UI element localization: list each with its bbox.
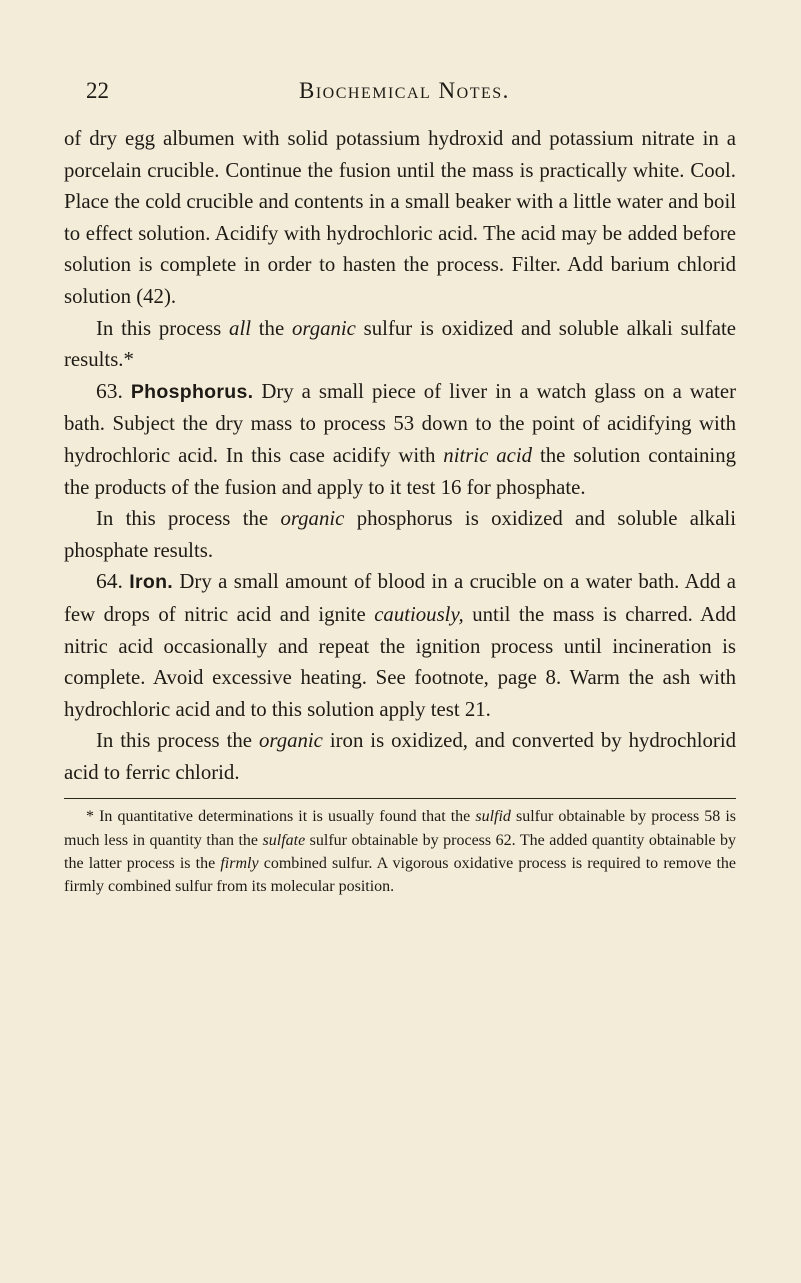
page-number: 22	[86, 78, 109, 103]
text-run: Dry a small amount of blood in a crucible on a water bath. Add a few drops of nitric acid and ignite	[64, 570, 737, 626]
running-head	[64, 78, 736, 112]
text-run: combined sulfur. A vigorous oxidative process is required to remove the firmly combined sulfur from its molecular position.	[64, 854, 736, 896]
text-run: In this process the	[96, 507, 281, 531]
emphasis: organic	[258, 729, 323, 753]
paragraph-iron	[64, 566, 736, 725]
text-run: iron is oxidized, and converted by hydrochlorid acid to ferric chlorid.	[64, 729, 736, 784]
emphasis: organic	[280, 507, 345, 531]
emphasis: firmly	[220, 854, 259, 872]
section-heading: Iron.	[129, 571, 174, 594]
emphasis: nitric acid	[443, 443, 533, 467]
section-number: 63.	[96, 378, 123, 403]
paragraph-continuation: of dry egg albumen with solid potassium hydroxid and potassium nitrate in a porcelain crucible. Continue the fusion until the mass is practically white. Cool. Place the cold crucible and contents in a small beaker with a little water and boil to effect solution. Acidify with hydrochloric acid. The acid may be added before solution is complete in order to hasten the process. Filter. Add barium chlorid solution (42).	[64, 127, 736, 308]
text-run: sulfur obtainable by process 62. The added quantity obtainable by the latter process is the	[64, 831, 736, 872]
emphasis: all	[229, 316, 252, 340]
text-run: sulfur is oxidized and soluble alkali sulfate results.*	[64, 316, 736, 372]
section-number: 64.	[96, 569, 123, 594]
book-page	[64, 78, 736, 898]
paragraph-phosphorus	[64, 376, 736, 503]
text-run: the solution containing the products of the fusion and apply to it test 16 for phosphate.	[64, 443, 736, 499]
paragraph-phosphorus-note	[64, 503, 736, 566]
text-run: * In quantitative determinations it is usually found that the	[86, 808, 476, 826]
text-run: until the mass is charred. Add nitric acid occasionally and repeat the ignition process until incineration is complete. Avoid excessive heating. See footnote, page 8. Warm the ash with hydrochloric acid and to this solution apply test 21.	[64, 602, 736, 721]
paragraph-sulfur-note	[64, 313, 736, 376]
running-title: Biochemical Notes.	[299, 78, 510, 103]
emphasis: sulfid	[475, 808, 511, 826]
body-text	[64, 123, 736, 788]
emphasis: sulfate	[262, 831, 306, 849]
emphasis: cautiously,	[374, 602, 464, 626]
text-run: In this process	[96, 316, 230, 340]
section-heading: Phosphorus.	[130, 380, 254, 403]
footnote-text	[64, 805, 736, 898]
text-run: Dry a small piece of liver in a watch glass on a water bath. Subject the dry mass to process 53 down to the point of acidifying with hydrochloric acid. In this case acidify with	[64, 379, 736, 467]
footnote	[64, 805, 736, 898]
text-run: sulfur obtainable by process 58 is much less in quantity than the	[64, 808, 737, 849]
footnote-divider	[64, 798, 736, 799]
paragraph-iron-note	[64, 725, 736, 788]
emphasis: organic	[291, 316, 356, 340]
text-run: In this process the	[96, 729, 259, 753]
text-run: the	[251, 316, 292, 340]
text-run: phosphorus is oxidized and soluble alkali phosphate results.	[64, 507, 736, 562]
